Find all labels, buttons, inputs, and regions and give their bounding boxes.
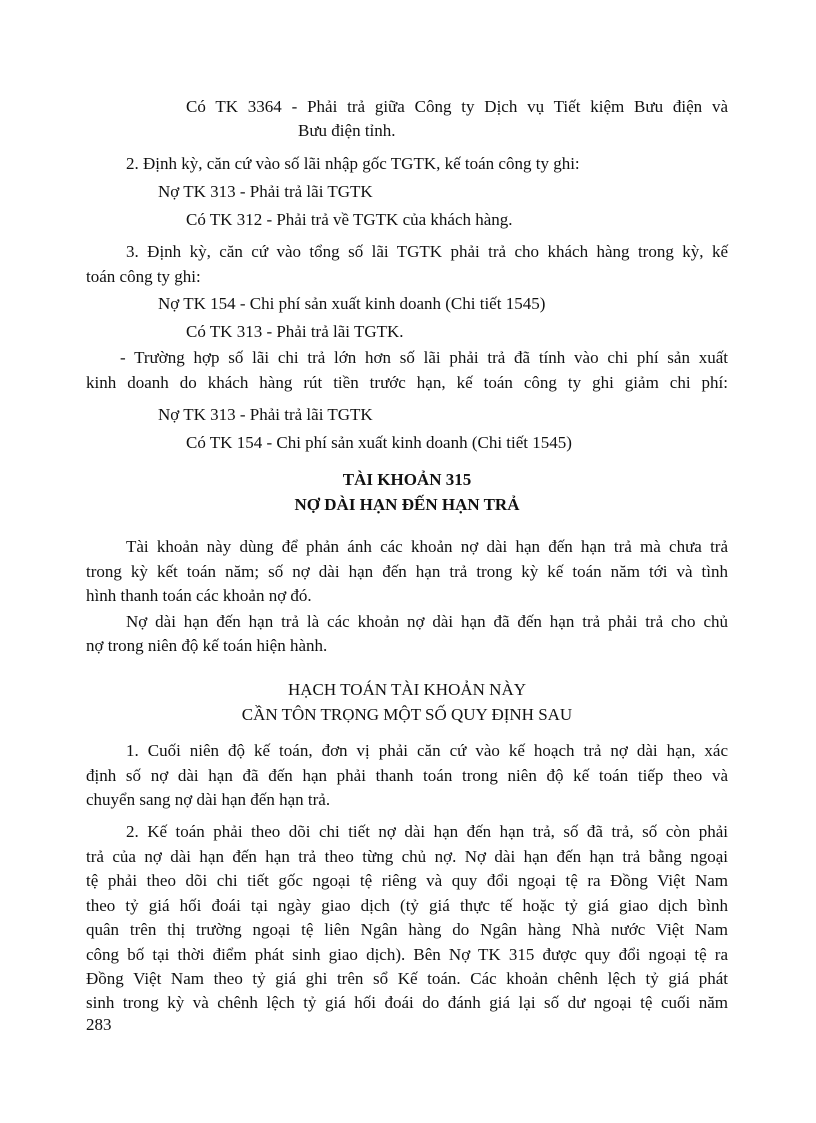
text-line: theo tỷ giá hối đoái tại ngày giao dịch (tỷ giá thực tế hoặc tỷ giá giao dịch bình (86, 896, 728, 915)
text-line: toán công ty ghi: (86, 267, 201, 286)
text-line: chuyển sang nợ dài hạn đến hạn trả. (86, 790, 331, 809)
text-line: kinh doanh do khách hàng rút tiền trước hạn, kế toán công ty ghi giảm chi phí: (86, 373, 728, 392)
text-line: 2. Định kỳ, căn cứ vào số lãi nhập gốc TGTK, kế toán công ty ghi: (126, 154, 580, 173)
text-line: nợ trong niên độ kế toán hiện hành. (86, 636, 328, 655)
text-line: Tài khoản này dùng để phản ánh các khoản nợ dài hạn đến hạn trả mà chưa trả (126, 537, 728, 556)
text-line: quân trên thị trường ngoại tệ liên Ngân hàng do Ngân hàng Nhà nước Việt Nam (86, 920, 728, 939)
text-line: sinh trong kỳ và chênh lệch tỷ giá hối đoái do đánh giá lại số dư ngoại tệ cuối năm (86, 993, 728, 1012)
section-heading: CẦN TÔN TRỌNG MỘT SỐ QUY ĐỊNH SAU (241, 705, 573, 724)
text-line: 3. Định kỳ, căn cứ vào tổng số lãi TGTK phải trả cho khách hàng trong kỳ, kế (126, 242, 728, 261)
text-line: trả của nợ dài hạn đến hạn trả theo từng chủ nợ. Nợ dài hạn đến hạn trả bằng ngoại (86, 847, 728, 866)
page-number: 283 (86, 1015, 112, 1034)
text-line: Nợ dài hạn đến hạn trả là các khoản nợ dài hạn đã đến hạn trả phải trả cho chủ (126, 612, 728, 631)
text-line: Bưu điện tỉnh. (298, 121, 396, 140)
text-line: Nợ TK 313 - Phải trả lãi TGTK (158, 405, 373, 424)
text-line: Đồng Việt Nam theo tỷ giá ghi trên sổ Kế toán. Các khoản chênh lệch tỷ giá phát (86, 969, 728, 988)
text-line: Có TK 3364 - Phải trả giữa Công ty Dịch vụ Tiết kiệm Bưu điện và (186, 97, 728, 116)
text-line: - Trường hợp số lãi chi trả lớn hơn số lãi phải trả đã tính vào chi phí sản xuất (120, 348, 728, 367)
text-line: tệ phải theo dõi chi tiết gốc ngoại tệ riêng và quy đổi ngoại tệ ra Đồng Việt Nam (86, 871, 728, 890)
text-line: Nợ TK 154 - Chi phí sản xuất kinh doanh (Chi tiết 1545) (158, 294, 546, 313)
text-line: 1. Cuối niên độ kế toán, đơn vị phải căn cứ vào kế hoạch trả nợ dài hạn, xác (126, 741, 728, 760)
text-line: trong kỳ kết toán năm; số nợ dài hạn đến hạn trả trong kỳ kế toán năm tới và tình (86, 562, 728, 581)
text-line: Có TK 154 - Chi phí sản xuất kinh doanh (Chi tiết 1545) (186, 433, 572, 452)
text-line: Nợ TK 313 - Phải trả lãi TGTK (158, 182, 373, 201)
section-title: TÀI KHOẢN 315 (342, 470, 472, 489)
text-line: Có TK 312 - Phải trả về TGTK của khách hàng. (186, 210, 513, 229)
text-line: hình thanh toán các khoản nợ đó. (86, 586, 312, 605)
text-line: Có TK 313 - Phải trả lãi TGTK. (186, 322, 404, 341)
text-line: công bố tại thời điểm phát sinh giao dịch). Bên Nợ TK 315 được quy đổi ngoại tệ ra (86, 945, 728, 964)
section-heading: HẠCH TOÁN TÀI KHOẢN NÀY (288, 680, 526, 699)
section-title: NỢ DÀI HẠN ĐẾN HẠN TRẢ (294, 495, 520, 514)
text-line: 2. Kế toán phải theo dõi chi tiết nợ dài hạn đến hạn trả, số đã trả, số còn phải (126, 822, 728, 841)
text-line: định số nợ dài hạn đã đến hạn phải thanh toán trong niên độ kế toán tiếp theo và (86, 766, 728, 785)
